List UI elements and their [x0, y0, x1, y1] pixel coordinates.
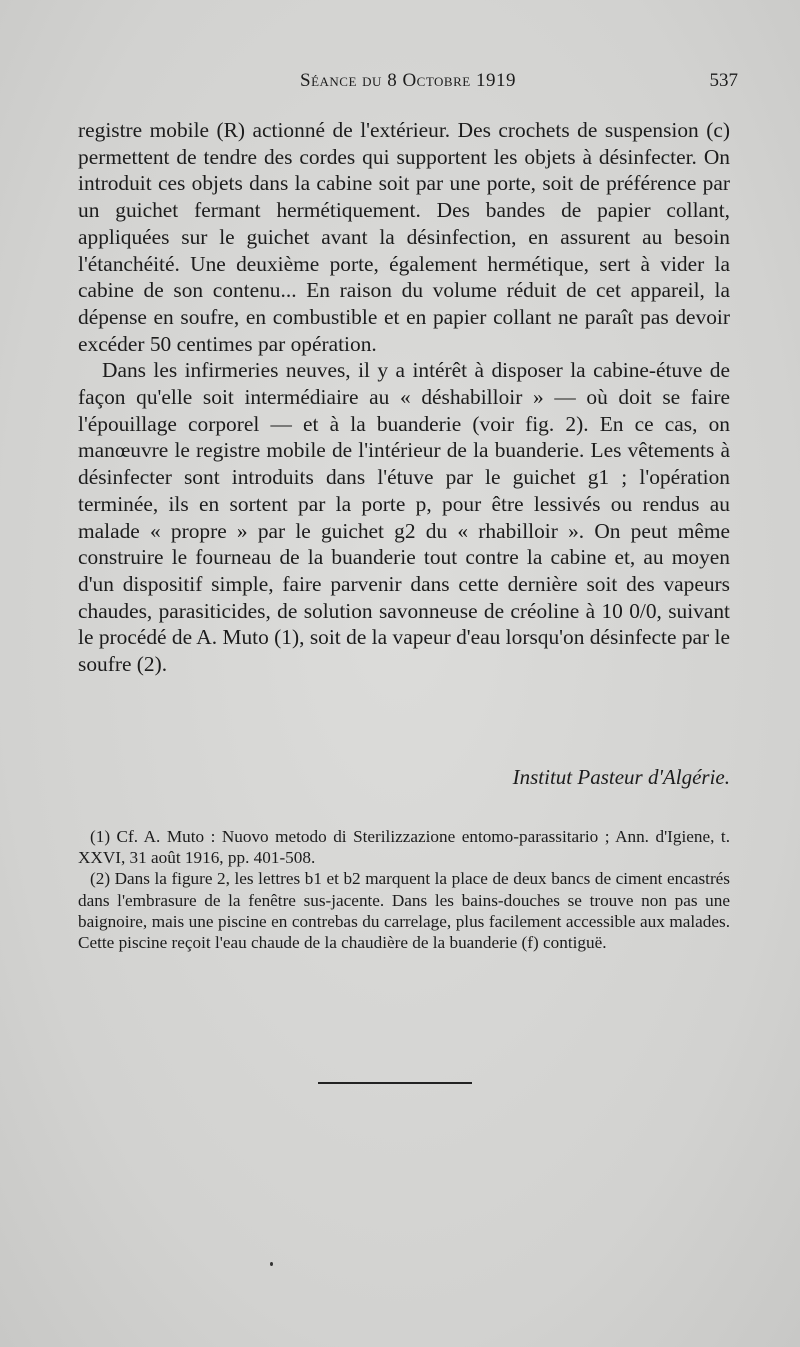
paper-speck — [270, 1262, 273, 1266]
footnote: (2) Dans la figure 2, les lettres b1 et b2 marquent la place de deux bancs de ciment encastrés dans l'embrasure de la fenêtre sus-jacente. Dans les bains-douches se trouve non pas une baignoire, mais une piscine en contrebas du carrelage, plus facilement accessible aux malades. Cette piscine reçoit l'eau chaude de la chaudière de la buanderie (f) contiguë. — [78, 869, 730, 953]
signature — [78, 765, 730, 790]
footnote: (1) Cf. A. Muto : Nuovo metodo di Sterilizzazione entomo-parassitario ; Ann. d'Igiene, t. XXVI, 31 août 1916, pp. 401-508. — [78, 827, 730, 868]
body-text — [78, 117, 730, 678]
footnotes — [78, 826, 730, 953]
end-rule — [318, 1082, 472, 1084]
signature-text: Institut Pasteur d'Algérie. — [512, 765, 730, 789]
header-title: Séance du 8 Octobre 1919 — [300, 70, 516, 91]
paragraph: Dans les infirmeries neuves, il y a intérêt à disposer la cabine-étuve de façon qu'elle soit intermédiaire au « déshabilloir » — où doit se faire l'épouillage corporel — et à la buanderie (voir fig. 2). En ce cas, on manœuvre le registre mobile de l'intérieur de la buanderie. Les vêtements à désinfecter sont introduits dans l'étuve par le guichet g1 ; l'opération terminée, ils en sortent par la porte p, pour être lessivés ou rendus au malade « propre » par le guichet g2 du « rhabilloir ». On peut même construire le fourneau de la buanderie tout contre la cabine et, au moyen d'un dispositif simple, faire parvenir dans cette dernière soit des vapeurs chaudes, parasiticides, de solution savonneuse de créoline à 10 0/0, suivant le procédé de A. Muto (1), soit de la vapeur d'eau lorsqu'on désinfecte par le soufre (2). — [78, 358, 730, 677]
paragraph: registre mobile (R) actionné de l'extérieur. Des crochets de suspension (c) permettent de tendre des cordes qui supportent les objets à désinfecter. On introduit ces objets dans la cabine soit par une porte, soit de préférence par un guichet fermant hermétiquement. Des bandes de papier collant, appliquées sur le guichet avant la désinfection, en assurent au besoin l'étanchéité. Une deuxième porte, également hermétique, sert à vider la cabine de son contenu... En raison du volume réduit de cet appareil, la dépense en soufre, en combustible et en papier collant ne paraît pas devoir excéder 50 centimes par opération. — [78, 118, 730, 356]
running-header — [78, 70, 738, 100]
page-number: 537 — [709, 70, 738, 91]
